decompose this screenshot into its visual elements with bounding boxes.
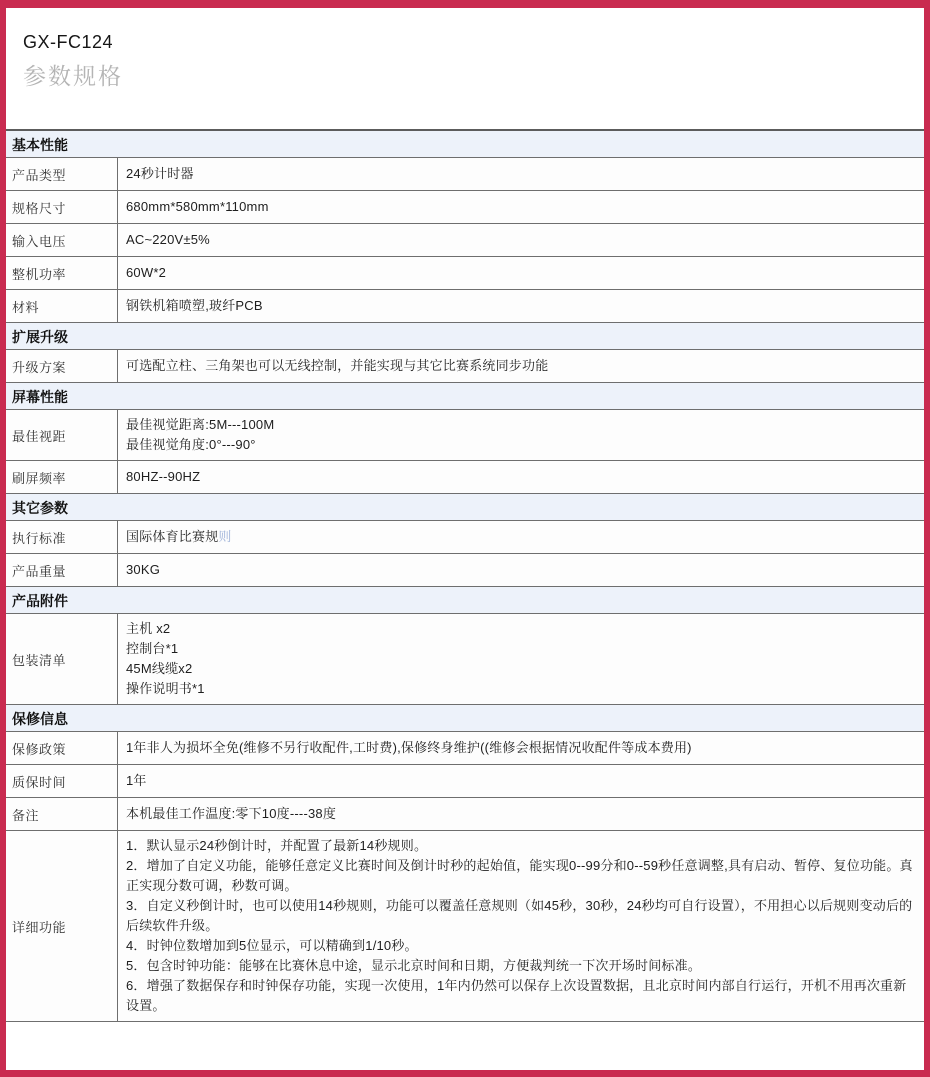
spec-label: 输入电压 bbox=[6, 224, 118, 256]
spec-row bbox=[6, 158, 924, 191]
spec-label: 执行标准 bbox=[6, 521, 118, 553]
spec-label: 刷屏频率 bbox=[6, 461, 118, 493]
section-header-4: 产品附件 bbox=[6, 587, 924, 614]
spec-value-line: 80HZ--90HZ bbox=[126, 469, 201, 484]
section-header-3: 其它参数 bbox=[6, 494, 924, 521]
spec-value bbox=[118, 350, 924, 382]
spec-value-line: 操作说明书*1 bbox=[126, 681, 205, 696]
spec-value bbox=[118, 257, 924, 289]
spec-label: 备注 bbox=[6, 798, 118, 830]
spec-value-line: 主机 x2 bbox=[126, 621, 171, 636]
spec-value-line: 45M线缆x2 bbox=[126, 661, 193, 676]
section-header-2: 屏幕性能 bbox=[6, 383, 924, 410]
spec-value bbox=[118, 765, 924, 797]
spec-row bbox=[6, 732, 924, 765]
product-code: GX-FC124 bbox=[23, 32, 114, 52]
page-title: 参数规格 bbox=[23, 63, 123, 89]
spec-value bbox=[118, 831, 924, 1021]
spec-row bbox=[6, 461, 924, 494]
spec-value-line: 1．默认显示24秒倒计时，并配置了最新14秒规则。 bbox=[126, 838, 428, 853]
spec-value-line: 最佳视觉距离:5M---100M bbox=[126, 417, 275, 432]
spec-row bbox=[6, 290, 924, 323]
spec-value bbox=[118, 158, 924, 190]
spec-value-line: AC~220V±5% bbox=[126, 232, 210, 247]
spec-value bbox=[118, 798, 924, 830]
spec-value-line: 1年非人为损坏全免(维修不另行收配件,工时费),保修终身维护((维修会根据情况收配件等成本费用) bbox=[126, 740, 692, 755]
spec-row bbox=[6, 765, 924, 798]
spec-row bbox=[6, 521, 924, 554]
spec-value-line: 30KG bbox=[126, 562, 161, 577]
spec-value-line: 60W*2 bbox=[126, 265, 167, 280]
spec-value bbox=[118, 191, 924, 223]
spec-value-line: 5．包含时钟功能：能够在比赛休息中途，显示北京时间和日期，方便裁判统一下次开场时间标准。 bbox=[126, 958, 702, 973]
spec-label: 材料 bbox=[6, 290, 118, 322]
spec-value-line: 2．增加了自定义功能，能够任意定义比赛时间及倒计时秒的起始值，能实现0--99分和0--59秒任意调整,具有启动、暂停、复位功能。真正实现分数可调，秒数可调。 bbox=[126, 858, 913, 893]
spec-label: 包装清单 bbox=[6, 614, 118, 704]
spec-value-line: 680mm*580mm*110mm bbox=[126, 199, 269, 214]
spec-label: 整机功率 bbox=[6, 257, 118, 289]
section-header-5: 保修信息 bbox=[6, 705, 924, 732]
spec-label: 最佳视距 bbox=[6, 410, 118, 460]
spec-label: 升级方案 bbox=[6, 350, 118, 382]
spec-value bbox=[118, 521, 924, 553]
spec-value-line: 6．增强了数据保存和时钟保存功能，实现一次使用，1年内仍然可以保存上次设置数据，且北京时间内部自行运行，开机不用再次重新设置。 bbox=[126, 978, 907, 1013]
spec-label: 规格尺寸 bbox=[6, 191, 118, 223]
spec-value-line: 可选配立柱、三角架也可以无线控制，并能实现与其它比赛系统同步功能 bbox=[126, 358, 549, 373]
spec-value-line: 控制台*1 bbox=[126, 641, 179, 656]
spec-value-suffix: 则 bbox=[218, 529, 232, 544]
spec-row bbox=[6, 224, 924, 257]
spec-row bbox=[6, 410, 924, 461]
spec-value-line: 国际体育比赛规则 bbox=[126, 529, 232, 544]
spec-value bbox=[118, 290, 924, 322]
spec-label: 详细功能 bbox=[6, 831, 118, 1021]
spec-label: 质保时间 bbox=[6, 765, 118, 797]
spec-row bbox=[6, 614, 924, 705]
spec-row bbox=[6, 191, 924, 224]
spec-value bbox=[118, 461, 924, 493]
spec-table bbox=[6, 129, 924, 1022]
spec-row bbox=[6, 831, 924, 1022]
page-header bbox=[6, 8, 924, 129]
section-header-0: 基本性能 bbox=[6, 131, 924, 158]
spec-value bbox=[118, 614, 924, 704]
spec-value bbox=[118, 554, 924, 586]
spec-row bbox=[6, 257, 924, 290]
spec-label: 产品重量 bbox=[6, 554, 118, 586]
spec-value-line: 3．自定义秒倒计时，也可以使用14秒规则，功能可以覆盖任意规则（如45秒，30秒，24秒均可自行设置），不用担心以后规则变动后的后续软件升级。 bbox=[126, 898, 913, 933]
spec-label: 产品类型 bbox=[6, 158, 118, 190]
spec-row bbox=[6, 798, 924, 831]
section-header-1: 扩展升级 bbox=[6, 323, 924, 350]
spec-value bbox=[118, 732, 924, 764]
spec-value-line: 钢铁机箱喷塑,玻纤PCB bbox=[126, 298, 263, 313]
spec-label: 保修政策 bbox=[6, 732, 118, 764]
spec-value-line: 24秒计时器 bbox=[126, 166, 194, 181]
spec-row bbox=[6, 554, 924, 587]
spec-value bbox=[118, 410, 924, 460]
spec-value-line: 本机最佳工作温度:零下10度----38度 bbox=[126, 806, 337, 821]
spec-value-line: 4．时钟位数增加到5位显示，可以精确到1/10秒。 bbox=[126, 938, 418, 953]
spec-row bbox=[6, 350, 924, 383]
spec-value-line: 1年 bbox=[126, 773, 147, 788]
spec-value-line: 最佳视觉角度:0°---90° bbox=[126, 437, 256, 452]
spec-value bbox=[118, 224, 924, 256]
